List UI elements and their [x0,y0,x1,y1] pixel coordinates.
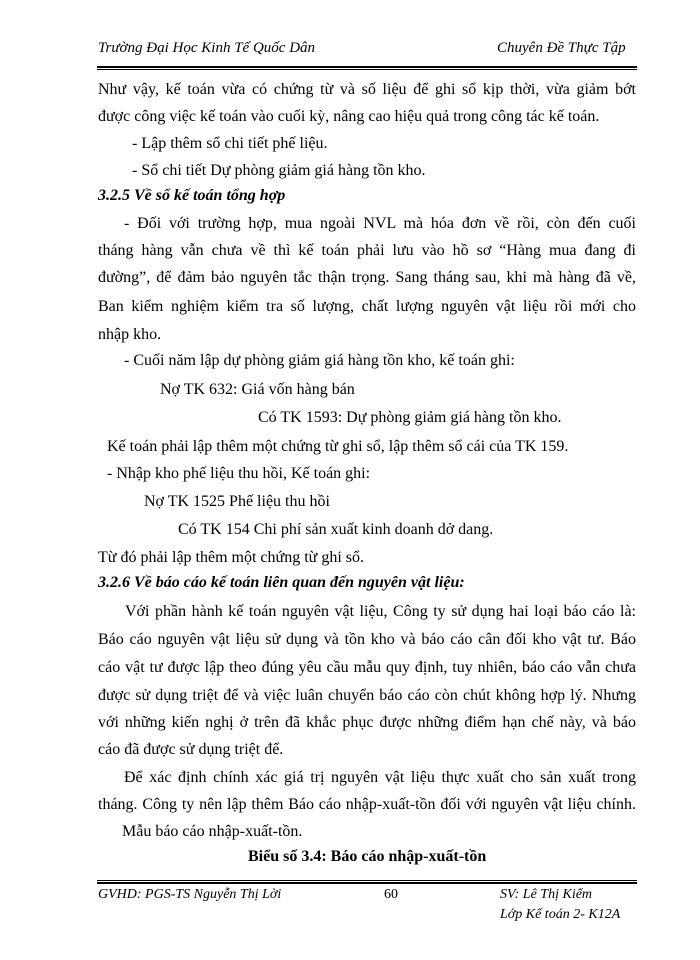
table-caption: Biểu số 3.4: Báo cáo nhập-xuất-tồn [248,848,487,865]
paragraph-line: tháng. Công ty nên lập thêm Báo cáo nhập-xuất-tồn đối với nguyên vật liệu chính. [98,796,636,813]
header-rule-thin [97,69,637,70]
paragraph-line: Mẫu báo cáo nhập-xuất-tồn. [122,823,303,840]
paragraph-line: Với phần hành kế toán nguyên vật liệu, Công ty sử dụng hai loại báo cáo là: [125,603,636,620]
paragraph-line: được công việc kế toán vào cuối kỳ, nâng cao hiệu quả trong công tác kế toán. [98,108,600,125]
paragraph-line: Từ đó phải lập thêm một chứng từ ghi sổ. [98,549,364,566]
paragraph-line: cáo đã được sử dụng triệt để. [98,741,284,758]
bullet-item: - Sổ chi tiết Dự phòng giảm giá hàng tồn kho. [132,162,426,179]
journal-entry-debit: Nợ TK 632: Giá vốn hàng bán [160,381,355,398]
paragraph-line: Để xác định chính xác giá trị nguyên vật liệu thực xuất cho sản xuất trong [124,769,636,786]
header-rule [97,66,637,68]
section-heading-3-2-6: 3.2.6 Về báo cáo kế toán liên quan đến nguyên vật liệu: [98,574,465,591]
journal-entry-credit: Có TK 154 Chi phí sản xuất kinh doanh dở dang. [178,521,494,538]
paragraph-line: nhập kho. [98,326,162,343]
paragraph-line: Kế toán phải lập thêm một chứng từ ghi sổ, lập thêm sổ cái của TK 159. [107,438,569,455]
paragraph-line: - Nhập kho phế liệu thu hồi, Kế toán ghi: [107,465,371,482]
page-number: 60 [384,887,398,902]
paragraph-line: Ban kiểm nghiệm kiểm tra số lượng, chất lượng nguyên vật liệu rồi mới cho [98,298,636,315]
paragraph-line: tháng hàng vẫn chưa về thì kế toán phải lưu vào hồ sơ “Hàng mua đang đi [98,242,636,259]
header-school-name: Trường Đại Học Kinh Tế Quốc Dân [98,40,316,56]
footer-student: SV: Lê Thị Kiểm [500,887,593,902]
paragraph-line: - Cuối năm lập dự phòng giảm giá hàng tồn kho, kế toán ghi: [124,352,515,369]
section-heading-3-2-5: 3.2.5 Về sổ kế toán tổng hợp [98,187,286,204]
bullet-item: - Lập thêm sổ chi tiết phế liệu. [132,135,328,152]
header-report-title: Chuyên Đề Thực Tập [497,40,626,56]
paragraph-line: được sử dụng triệt để và việc luân chuyển báo cáo còn chút không hợp lý. Nhưng [98,687,636,704]
footer-supervisor: GVHD: PGS-TS Nguyễn Thị Lời [98,887,282,902]
footer-rule [97,882,637,884]
paragraph-line: cáo vật tư được lập theo đúng yêu cầu mẫu quy định, tuy nhiên, báo cáo vẫn chưa [98,659,636,676]
paragraph-line: đường”, để đảm bảo nguyên tắc thận trọng. Sang tháng sau, khi mà hàng đã về, [98,269,636,286]
paragraph-line: Như vậy, kế toán vừa có chứng từ và số liệu để ghi sổ kịp thời, vừa giảm bớt [98,81,636,98]
paragraph-line: với những kiến nghị ở trên đã khắc phục được những điểm hạn chế này, và báo [98,714,636,731]
footer-class: Lớp Kế toán 2- K12A [500,907,621,922]
paragraph-line: - Đối với trường hợp, mua ngoài NVL mà hóa đơn về rồi, còn đến cuối [124,215,636,232]
paragraph-line: Báo cáo nguyên vật liệu sử dụng và tồn kho và báo cáo cân đối kho vật tư. Báo [98,631,636,648]
journal-entry-credit: Có TK 1593: Dự phòng giảm giá hàng tồn kho. [258,409,562,426]
journal-entry-debit: Nợ TK 1525 Phế liệu thu hồi [144,493,330,510]
footer-rule-thin [97,880,637,881]
